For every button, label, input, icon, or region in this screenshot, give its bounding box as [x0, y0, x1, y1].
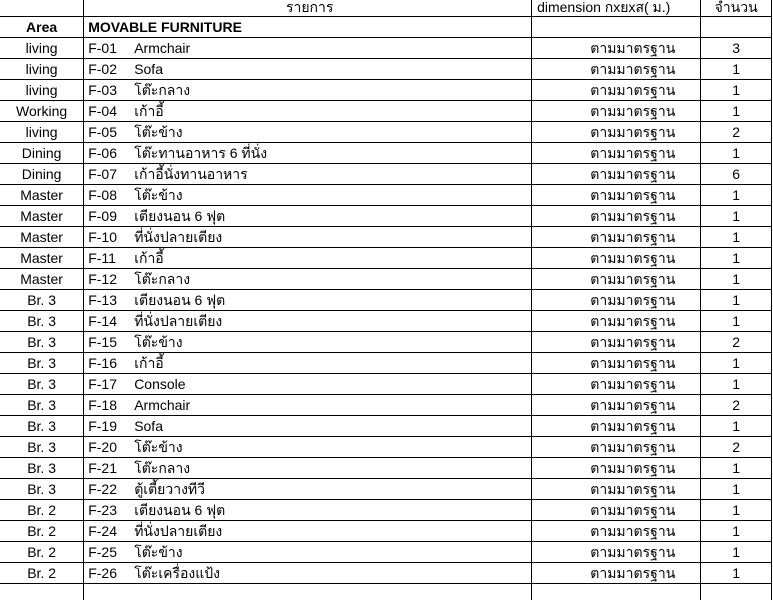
quantity-cell[interactable]: 1 [701, 374, 772, 395]
area-cell[interactable]: Br. 3 [0, 437, 84, 458]
item-code: F-24 [88, 523, 117, 539]
dimension-cell[interactable]: ตามมาตรฐาน [532, 416, 701, 437]
quantity-cell[interactable]: 2 [701, 122, 772, 143]
table-row [0, 269, 772, 290]
item-cell[interactable] [84, 269, 532, 290]
table-row [0, 101, 772, 122]
item-cell[interactable] [84, 38, 532, 59]
table-row [0, 479, 772, 500]
dimension-cell[interactable]: ตามมาตรฐาน [532, 59, 701, 80]
column-header-row [0, 0, 772, 17]
item-code: F-14 [88, 313, 117, 329]
item-cell[interactable] [84, 479, 532, 500]
dimension-cell[interactable]: ตามมาตรฐาน [532, 395, 701, 416]
quantity-cell[interactable]: 1 [701, 80, 772, 101]
section-title-cell[interactable]: MOVABLE FURNITURE [84, 17, 532, 38]
quantity-cell[interactable]: 1 [701, 206, 772, 227]
item-code: F-11 [88, 250, 116, 266]
item-cell[interactable] [84, 353, 532, 374]
dimension-cell[interactable]: ตามมาตรฐาน [532, 80, 701, 101]
item-code: F-13 [88, 292, 117, 308]
item-name: เตียงนอน 6 ฟุต [134, 208, 226, 224]
empty-cell[interactable] [532, 584, 701, 600]
item-name: ที่นั่งปลายเตียง [134, 523, 223, 539]
item-name: โต๊ะข้าง [134, 334, 183, 350]
table-row [0, 374, 772, 395]
dimension-cell[interactable]: ตามมาตรฐาน [532, 500, 701, 521]
item-name: ที่นั่งปลายเตียง [134, 229, 223, 245]
table-row [0, 437, 772, 458]
area-cell[interactable]: Dining [0, 164, 84, 185]
item-cell[interactable] [84, 143, 532, 164]
dimension-cell[interactable]: ตามมาตรฐาน [532, 185, 701, 206]
item-cell[interactable] [84, 185, 532, 206]
area-cell[interactable]: Br. 3 [0, 395, 84, 416]
item-code: F-23 [88, 502, 117, 518]
item-cell[interactable] [84, 227, 532, 248]
table-row [0, 521, 772, 542]
table-row [0, 59, 772, 80]
quantity-cell[interactable]: 1 [701, 416, 772, 437]
quantity-cell[interactable]: 1 [701, 521, 772, 542]
table-row [0, 164, 772, 185]
header-item-cell[interactable]: รายการ [84, 0, 532, 17]
area-cell[interactable]: Br. 2 [0, 521, 84, 542]
item-cell[interactable] [84, 290, 532, 311]
item-cell[interactable] [84, 101, 532, 122]
area-cell[interactable]: Master [0, 269, 84, 290]
item-name: ตู้เตี้ยวางทีวี [134, 481, 206, 497]
quantity-cell[interactable]: 1 [701, 143, 772, 164]
quantity-cell[interactable]: 3 [701, 38, 772, 59]
item-code: F-22 [88, 481, 117, 497]
item-code: F-07 [88, 166, 117, 182]
quantity-cell[interactable]: 2 [701, 395, 772, 416]
item-cell[interactable] [84, 374, 532, 395]
item-name: เก้าอี้ [134, 250, 164, 266]
item-cell[interactable] [84, 542, 532, 563]
quantity-cell[interactable]: 1 [701, 59, 772, 80]
table-row [0, 206, 772, 227]
quantity-cell[interactable]: 1 [701, 563, 772, 584]
item-code: F-06 [88, 145, 117, 161]
area-cell[interactable]: Br. 3 [0, 374, 84, 395]
area-cell[interactable]: Br. 3 [0, 311, 84, 332]
table-row [0, 458, 772, 479]
dimension-cell[interactable]: ตามมาตรฐาน [532, 143, 701, 164]
empty-cell[interactable] [84, 584, 532, 600]
dimension-cell[interactable]: ตามมาตรฐาน [532, 164, 701, 185]
area-cell[interactable]: Br. 2 [0, 500, 84, 521]
area-cell[interactable]: Dining [0, 143, 84, 164]
item-name: โต๊ะกลาง [134, 460, 191, 476]
dimension-cell[interactable]: ตามมาตรฐาน [532, 311, 701, 332]
item-name: Armchair [134, 40, 191, 56]
item-cell[interactable] [84, 122, 532, 143]
item-cell[interactable] [84, 500, 532, 521]
area-cell[interactable]: Master [0, 185, 84, 206]
quantity-cell[interactable]: 2 [701, 437, 772, 458]
area-cell[interactable]: Master [0, 206, 84, 227]
header-area-cell[interactable] [0, 0, 84, 17]
empty-cell[interactable] [532, 17, 701, 38]
area-cell[interactable]: Br. 2 [0, 563, 84, 584]
area-cell[interactable]: Br. 3 [0, 353, 84, 374]
area-cell[interactable]: Br. 3 [0, 332, 84, 353]
item-cell[interactable] [84, 164, 532, 185]
table-row [0, 416, 772, 437]
dimension-cell[interactable]: ตามมาตรฐาน [532, 227, 701, 248]
dimension-cell[interactable]: ตามมาตรฐาน [532, 437, 701, 458]
quantity-cell[interactable]: 1 [701, 101, 772, 122]
dimension-cell[interactable]: ตามมาตรฐาน [532, 542, 701, 563]
dimension-cell[interactable]: ตามมาตรฐาน [532, 458, 701, 479]
item-code: F-25 [88, 544, 117, 560]
table-row [0, 143, 772, 164]
quantity-cell[interactable]: 1 [701, 269, 772, 290]
item-name: โต๊ะข้าง [134, 187, 183, 203]
item-code: F-03 [88, 82, 117, 98]
item-code: F-26 [88, 565, 117, 581]
table-row [0, 122, 772, 143]
dimension-cell[interactable]: ตามมาตรฐาน [532, 479, 701, 500]
area-cell[interactable]: Br. 3 [0, 290, 84, 311]
area-cell[interactable]: Master [0, 227, 84, 248]
item-code: F-02 [88, 61, 117, 77]
area-cell[interactable]: living [0, 38, 84, 59]
item-cell[interactable] [84, 416, 532, 437]
item-code: F-01 [88, 40, 117, 56]
item-code: F-05 [88, 124, 117, 140]
quantity-cell[interactable]: 6 [701, 164, 772, 185]
item-name: โต๊ะกลาง [134, 82, 191, 98]
quantity-cell[interactable]: 1 [701, 248, 772, 269]
item-code: F-04 [88, 103, 117, 119]
item-code: F-10 [88, 229, 117, 245]
item-name: ที่นั่งปลายเตียง [134, 313, 223, 329]
quantity-cell[interactable]: 1 [701, 458, 772, 479]
item-cell[interactable] [84, 311, 532, 332]
item-name: โต๊ะข้าง [134, 439, 183, 455]
empty-cell[interactable] [701, 584, 772, 600]
table-row [0, 332, 772, 353]
item-name: เก้าอี้ [134, 103, 164, 119]
area-cell[interactable]: Br. 3 [0, 479, 84, 500]
table-row [0, 395, 772, 416]
table-row [0, 80, 772, 101]
area-cell[interactable]: living [0, 122, 84, 143]
area-cell[interactable]: Br. 2 [0, 542, 84, 563]
table-row [0, 227, 772, 248]
item-name: เตียงนอน 6 ฟุต [134, 292, 226, 308]
quantity-cell[interactable]: 1 [701, 500, 772, 521]
item-name: เก้าอี้ [134, 355, 164, 371]
dimension-cell[interactable]: ตามมาตรฐาน [532, 269, 701, 290]
item-name: โต๊ะเครื่องแป้ง [134, 565, 220, 581]
table-row [0, 500, 772, 521]
item-code: F-08 [88, 187, 117, 203]
quantity-cell[interactable]: 1 [701, 185, 772, 206]
area-cell[interactable]: Working [0, 101, 84, 122]
item-name: โต๊ะข้าง [134, 544, 183, 560]
item-code: F-18 [88, 397, 117, 413]
item-cell[interactable] [84, 437, 532, 458]
area-cell[interactable]: Br. 3 [0, 458, 84, 479]
item-code: F-15 [88, 334, 117, 350]
item-code: F-12 [88, 271, 117, 287]
item-name: Sofa [134, 61, 163, 77]
item-code: F-16 [88, 355, 117, 371]
table-row [0, 185, 772, 206]
item-cell[interactable] [84, 521, 532, 542]
section-header-row [0, 17, 772, 38]
dimension-cell[interactable]: ตามมาตรฐาน [532, 353, 701, 374]
item-name: Sofa [134, 418, 163, 434]
dimension-cell[interactable]: ตามมาตรฐาน [532, 38, 701, 59]
dimension-cell[interactable]: ตามมาตรฐาน [532, 290, 701, 311]
header-quantity-cell[interactable]: จำนวน [701, 0, 772, 17]
item-code: F-19 [88, 418, 117, 434]
item-cell[interactable] [84, 59, 532, 80]
table-row [0, 563, 772, 584]
item-cell[interactable] [84, 563, 532, 584]
quantity-cell[interactable]: 1 [701, 290, 772, 311]
empty-cell[interactable] [0, 584, 84, 600]
quantity-cell[interactable]: 1 [701, 479, 772, 500]
dimension-cell[interactable]: ตามมาตรฐาน [532, 122, 701, 143]
table-row [0, 248, 772, 269]
table-row [0, 542, 772, 563]
header-dimension-cell[interactable]: dimension กxยxส( ม.) [532, 0, 701, 17]
item-cell[interactable] [84, 206, 532, 227]
table-row [0, 311, 772, 332]
item-code: F-21 [88, 460, 117, 476]
area-cell[interactable]: Br. 3 [0, 416, 84, 437]
area-cell[interactable]: living [0, 59, 84, 80]
item-name: Console [134, 376, 186, 392]
area-label-cell[interactable]: Area [0, 17, 84, 38]
item-name: โต๊ะกลาง [134, 271, 191, 287]
dimension-cell[interactable]: ตามมาตรฐาน [532, 374, 701, 395]
item-cell[interactable] [84, 395, 532, 416]
table-row [0, 290, 772, 311]
dimension-cell[interactable]: ตามมาตรฐาน [532, 563, 701, 584]
dimension-cell[interactable]: ตามมาตรฐาน [532, 206, 701, 227]
dimension-cell[interactable]: ตามมาตรฐาน [532, 521, 701, 542]
item-cell[interactable] [84, 248, 532, 269]
item-name: Armchair [134, 397, 191, 413]
item-name: โต๊ะข้าง [134, 124, 183, 140]
table-row [0, 38, 772, 59]
quantity-cell[interactable]: 1 [701, 353, 772, 374]
quantity-cell[interactable]: 2 [701, 332, 772, 353]
quantity-cell[interactable]: 1 [701, 542, 772, 563]
table-row [0, 353, 772, 374]
area-cell[interactable]: Master [0, 248, 84, 269]
table-row [0, 584, 772, 600]
item-name: เตียงนอน 6 ฟุต [134, 502, 226, 518]
item-name: เก้าอี้นั่งทานอาหาร [134, 166, 248, 182]
item-name: โต๊ะทานอาหาร 6 ที่นั่ง [134, 145, 268, 161]
quantity-cell[interactable]: 1 [701, 311, 772, 332]
dimension-cell[interactable]: ตามมาตรฐาน [532, 101, 701, 122]
dimension-cell[interactable]: ตามมาตรฐาน [532, 248, 701, 269]
item-code: F-20 [88, 439, 117, 455]
empty-cell[interactable] [701, 17, 772, 38]
quantity-cell[interactable]: 1 [701, 227, 772, 248]
item-cell[interactable] [84, 332, 532, 353]
item-code: F-09 [88, 208, 117, 224]
item-cell[interactable] [84, 80, 532, 101]
item-code: F-17 [88, 376, 117, 392]
area-cell[interactable]: living [0, 80, 84, 101]
item-cell[interactable] [84, 458, 532, 479]
dimension-cell[interactable]: ตามมาตรฐาน [532, 332, 701, 353]
